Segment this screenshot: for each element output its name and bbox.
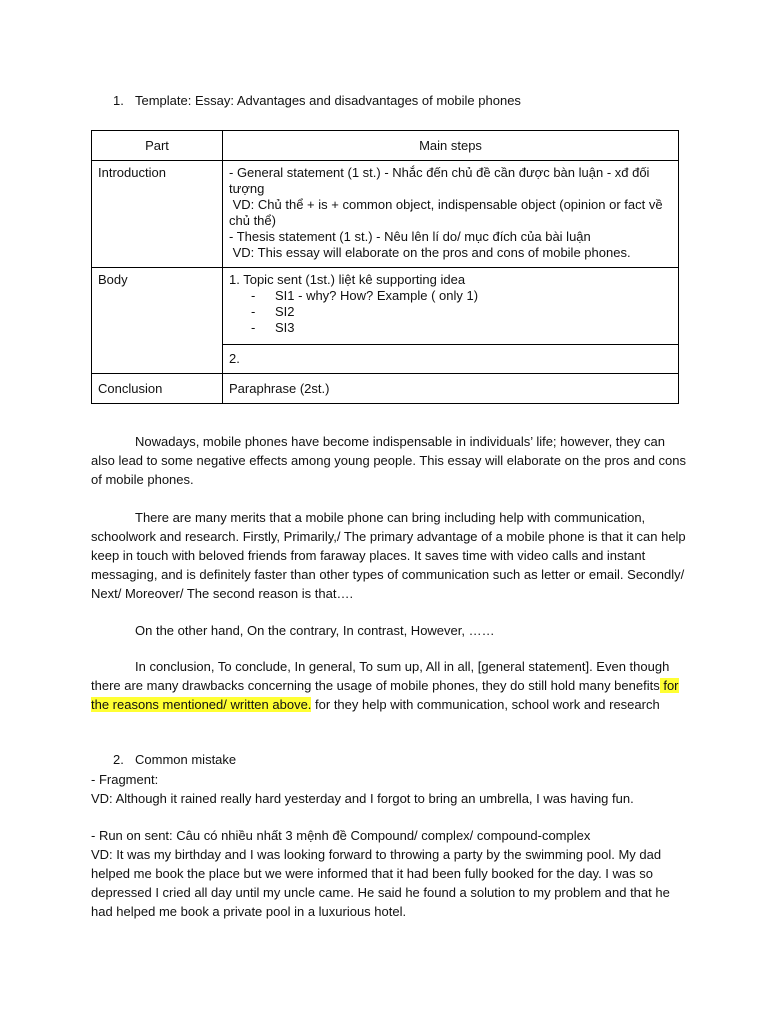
heading-common-mistake [113,751,236,769]
part-introduction: Introduction [92,161,223,268]
part-conclusion: Conclusion [92,374,223,404]
table-header-row [92,131,679,161]
paragraph-conclusion: In conclusion, To conclude, In general, To sum up, All in all, [general statement]. Even though there are many drawbacks concerning the usage of mobile phones, they do still hold many benefits for the reasons mentioned/ written above. for they help with communication, school work and research [91,659,679,712]
runon-label: - Run on sent: Câu có nhiều nhất 3 mệnh đề Compound/ complex/ compound-complex [91,828,591,843]
body-step-2: 2. [223,345,679,374]
highlighted-text: for the reasons mentioned/ written above. [91,678,679,712]
conclusion-steps: Paraphrase (2st.) [223,374,679,404]
heading-text: Common mistake [135,752,237,767]
header-main-steps: Main steps [223,131,679,161]
table-row-introduction [92,161,679,268]
table-row-conclusion [92,374,679,404]
body-steps [223,268,679,345]
intro-line: VD: Chủ thể + is + common object, indispensable object (opinion or fact về chủ thể) [229,197,667,228]
body-topic-line: 1. Topic sent (1st.) liệt kê supporting idea [229,272,466,287]
body-subitem: - SI1 - why? How? Example ( only 1) [251,288,479,303]
paragraph-other-hand: On the other hand, On the contrary, In contrast, However, …… [135,623,495,638]
fragment-example: VD: Although it rained really hard yesterday and I forgot to bring an umbrella, I was having fun. [91,791,634,806]
fragment-label: - Fragment: [91,772,159,787]
body-subitem: - SI3 [251,320,295,335]
body-subitem: - SI2 [251,304,295,319]
runon-example: VD: It was my birthday and I was looking forward to throwing a party by the swimming pool. My dad helped me book the place but we were informed that it had been fully booked for the day. I was so depressed I cried all day until my uncle came. He said he found a solution to my problem and that he had helped me book a private pool in a luxurious hotel. [91,847,670,919]
heading-template [113,92,521,110]
intro-line: VD: This essay will elaborate on the pros and cons of mobile phones. [229,245,631,260]
paragraph-merits: There are many merits that a mobile phone can bring including help with communication, schoolwork and research. Firstly, Primarily,/ The primary advantage of a mobile phone is that it can help keep in touch with beloved friends from faraway places. It saves time with video calls and instant messaging, and is definitely faster than other types of communication such as letter or email. Secondly/ Next/ Moreover/ The second reason is that…. [91,510,686,601]
part-body: Body [92,268,223,374]
heading-number: 1. [113,93,124,108]
intro-line: - General statement (1 st.) - Nhắc đến chủ đề cần được bàn luận - xđ đối tượng [229,165,650,196]
table-row-body [92,268,679,345]
intro-line: - Thesis statement (1 st.) - Nêu lên lí do/ mục đích của bài luận [229,229,591,244]
heading-number: 2. [113,752,124,767]
paragraph-intro: Nowadays, mobile phones have become indispensable in individuals’ life; however, they can also lead to some negative effects among young people. This essay will elaborate on the pros and cons of mobile phones. [91,434,687,487]
header-part: Part [92,131,223,161]
intro-steps [223,161,679,268]
essay-structure-table [91,130,679,404]
heading-text: Template: Essay: Advantages and disadvantages of mobile phones [135,93,521,108]
